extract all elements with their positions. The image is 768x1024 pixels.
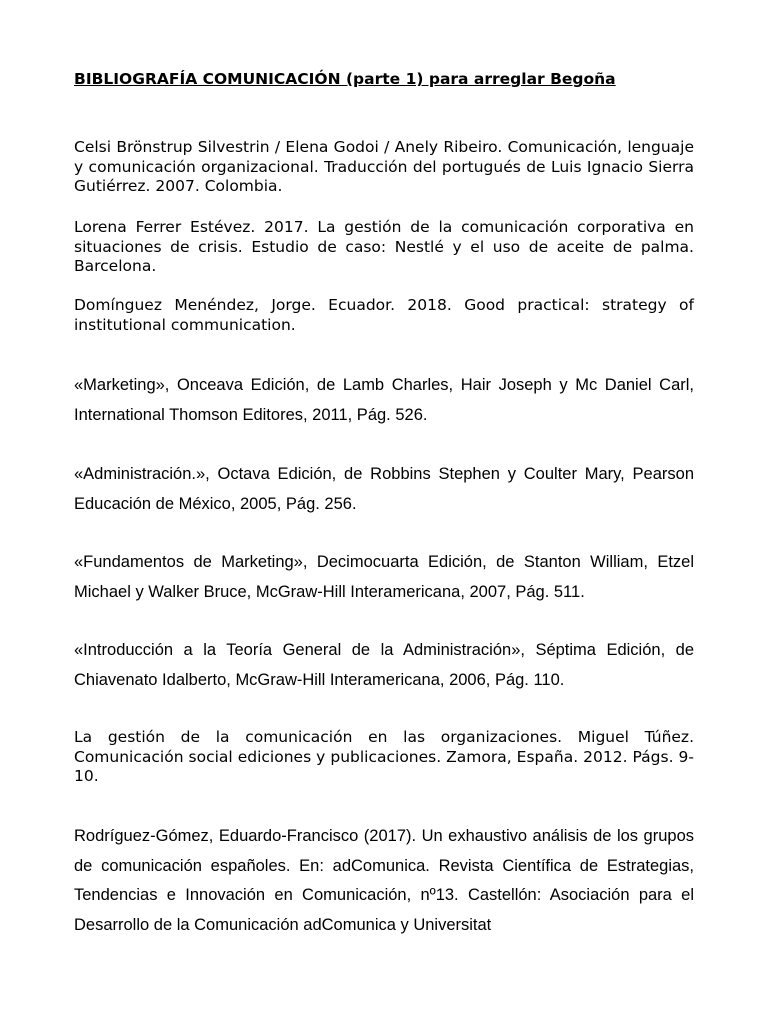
- bibliography-entry-6: «Fundamentos de Marketing», Decimocuarta Edición, de Stanton William, Etzel Michael y Walker Bruce, McGraw-Hill Interamericana, 2007, Pág. 511.: [74, 553, 694, 601]
- bibliography-entry-8: La gestión de la comunicación en las organizaciones. Miguel Túñez. Comunicación social ediciones y publicaciones. Zamora, España. 2012. Págs. 9-10.: [74, 728, 694, 785]
- bibliography-entry-2: Lorena Ferrer Estévez. 2017. La gestión de la comunicación corporativa en situaciones de crisis. Estudio de caso: Nestlé y el uso de aceite de palma. Barcelona.: [74, 218, 694, 275]
- document-title: BIBLIOGRAFÍA COMUNICACIÓN (parte 1) para arreglar Begoña: [74, 70, 616, 88]
- bibliography-entry-1: Celsi Brönstrup Silvestrin / Elena Godoi / Anely Ribeiro. Comunicación, lenguaje y comunicación organizacional. Traducción del portugués de Luis Ignacio Sierra Gutiérrez. 2007. Colombia.: [74, 138, 694, 195]
- bibliography-entry-3: Domínguez Menéndez, Jorge. Ecuador. 2018. Good practical: strategy of institutional communication.: [74, 296, 694, 334]
- bibliography-entry-9: Rodríguez-Gómez, Eduardo-Francisco (2017). Un exhaustivo análisis de los grupos de comunicación españoles. En: adComunica. Revista Científica de Estrategias, Tendencias e Innovación en Comunicación, nº13. Castellón: Asociación para el Desarrollo de la Comunicación adComunica y Universitat: [74, 827, 694, 934]
- bibliography-entry-7: «Introducción a la Teoría General de la Administración», Séptima Edición, de Chiavenato Idalberto, McGraw-Hill Interamericana, 2006, Pág. 110.: [74, 641, 694, 689]
- bibliography-entry-4: «Marketing», Onceava Edición, de Lamb Charles, Hair Joseph y Mc Daniel Carl, International Thomson Editores, 2011, Pág. 526.: [74, 376, 694, 424]
- bibliography-entry-5: «Administración.», Octava Edición, de Robbins Stephen y Coulter Mary, Pearson Educación de México, 2005, Pág. 256.: [74, 465, 694, 513]
